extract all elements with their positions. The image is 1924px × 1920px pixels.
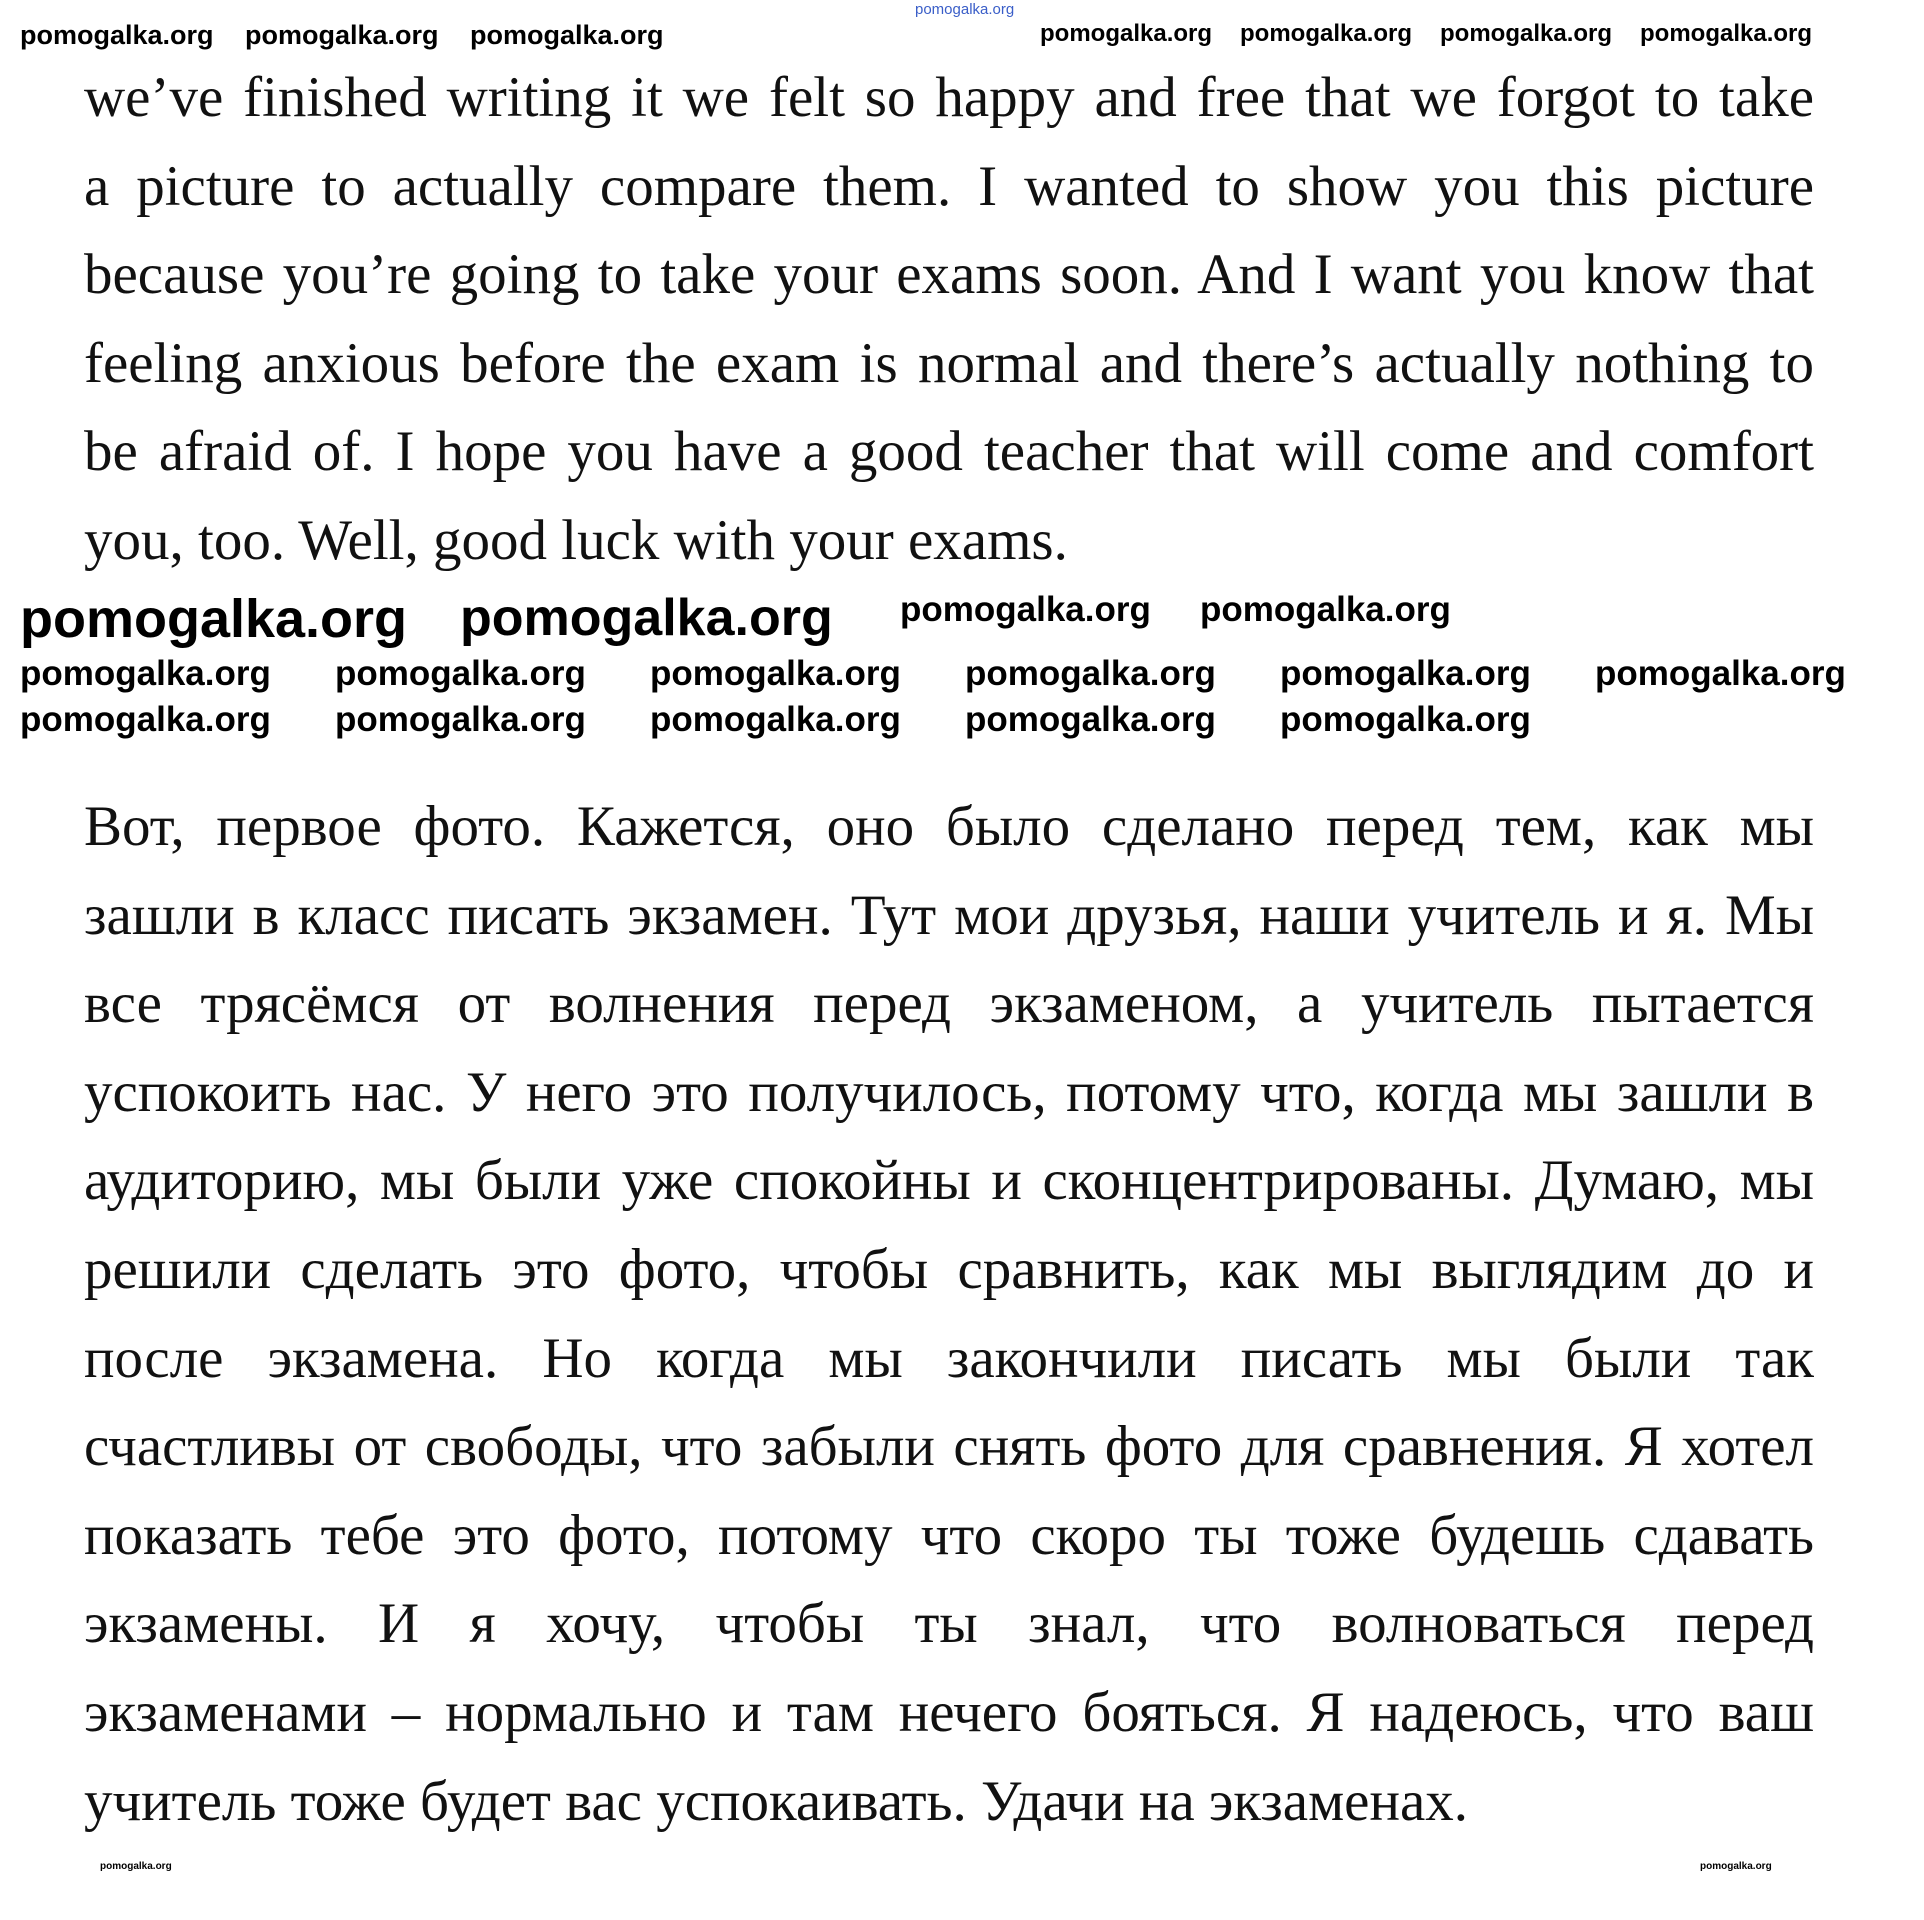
english-paragraph (84, 54, 1814, 586)
text-line: показать тебе это фото, потому что скоро ты тоже будешь сдавать (84, 1503, 1814, 1567)
watermark: pomogalka.org (900, 590, 1151, 629)
text-line: решили сделать это фото, чтобы сравнить, как мы выглядим до и (84, 1237, 1814, 1301)
watermark: pomogalka.org (20, 20, 214, 50)
text-line: экзамены. И я хочу, чтобы ты знал, что волноваться перед (84, 1592, 1814, 1656)
watermark: pomogalka.org (1700, 1861, 1772, 1872)
text-line: счастливы от свободы, что забыли снять фото для сравнения. Я хотел (84, 1415, 1814, 1479)
watermark: pomogalka.org (1280, 654, 1531, 693)
watermark: pomogalka.org (965, 700, 1216, 739)
text-line: зашли в класс писать экзамен. Тут мои друзья, наши учитель и я. Мы (84, 883, 1814, 947)
text-line: a picture to actually compare them. I wanted to show you this picture (84, 154, 1814, 218)
text-line: be afraid of. I hope you have a good teacher that will come and comfort (84, 420, 1814, 484)
watermark: pomogalka.org (20, 700, 271, 739)
watermark: pomogalka.org (470, 20, 664, 50)
text-line: все трясёмся от волнения перед экзаменом, а учитель пытается (84, 972, 1814, 1036)
text-line: аудиторию, мы были уже спокойны и сконцентрированы. Думаю, мы (84, 1149, 1814, 1213)
watermark: pomogalka.org (460, 589, 833, 647)
watermark: pomogalka.org (1040, 20, 1213, 47)
text-line: we’ve finished writing it we felt so happy and free that we forgot to take (84, 66, 1814, 129)
watermark: pomogalka.org (1440, 20, 1613, 47)
watermark: pomogalka.org (915, 1, 1015, 18)
watermark: pomogalka.org (1200, 590, 1451, 629)
watermark: pomogalka.org (1280, 700, 1531, 739)
watermark: pomogalka.org (1640, 20, 1813, 47)
text-line: because you’re going to take your exams soon. And I want you know that (84, 243, 1814, 307)
watermark: pomogalka.org (335, 700, 586, 739)
text-line: экзаменами – нормально и там нечего бояться. Я надеюсь, что ваш (84, 1680, 1814, 1744)
text-line: Вот, первое фото. Кажется, оно было сделано перед тем, как мы (84, 795, 1814, 858)
watermark: pomogalka.org (20, 589, 408, 649)
watermark: pomogalka.org (335, 654, 586, 693)
russian-paragraph (84, 783, 1814, 1846)
watermark: pomogalka.org (245, 20, 439, 50)
watermark: pomogalka.org (650, 700, 901, 739)
watermark: pomogalka.org (1240, 20, 1413, 47)
watermark: pomogalka.org (965, 654, 1216, 693)
watermark: pomogalka.org (20, 654, 271, 693)
text-line: feeling anxious before the exam is normal and there’s actually nothing to (84, 331, 1814, 395)
text-line: учитель тоже будет вас успокаивать. Удачи на экзаменах. (84, 1769, 1469, 1833)
text-line: you, too. Well, good luck with your exams. (84, 508, 1068, 572)
watermark: pomogalka.org (1595, 654, 1846, 693)
text-line: успокоить нас. У него это получилось, потому что, когда мы зашли в (84, 1060, 1814, 1124)
watermark: pomogalka.org (100, 1861, 172, 1872)
watermark: pomogalka.org (650, 654, 901, 693)
text-line: после экзамена. Но когда мы закончили писать мы были так (84, 1326, 1814, 1390)
